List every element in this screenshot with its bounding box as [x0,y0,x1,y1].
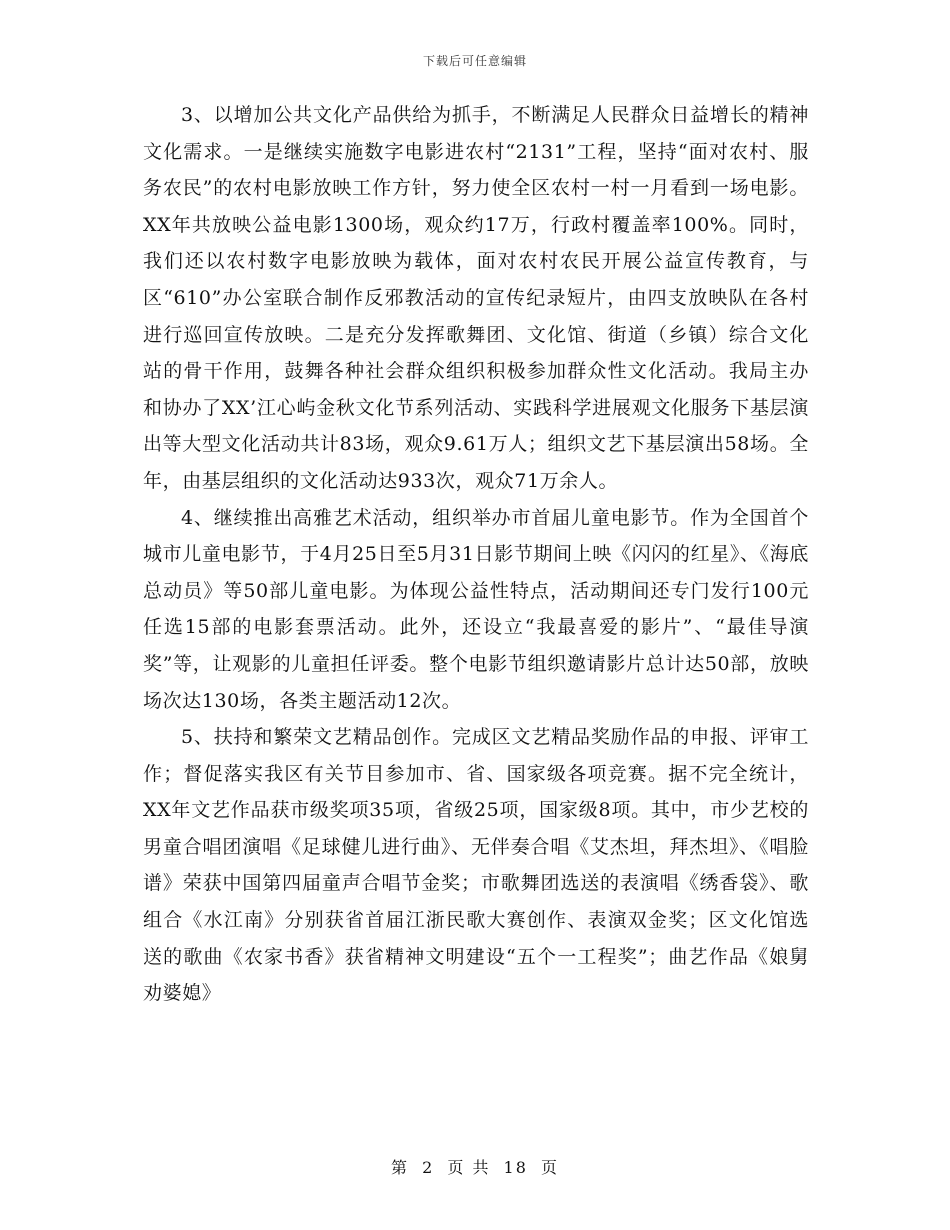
paragraph-4: 4、继续推出高雅艺术活动，组织举办市首届儿童电影节。作为全国首个城市儿童电影节，于4月25日至5月31日影节期间上映《闪闪的红星》、《海底总动员》等50部儿童电影。为体现公益性特点，活动期间还专门发行100元任选15部的电影套票活动。此外，还设立“我最喜爱的影片”、“最佳导演奖”等，让观影的儿童担任评委。整个电影节组织邀请影片总计达50部，放映场次达130场，各类主题活动12次。 [143,506,809,712]
page-header: 下载后可任意编辑 [422,54,527,68]
footer-current-page: 2 [422,1158,435,1177]
footer-middle: 页 共 [447,1158,491,1177]
document-body [143,97,809,1012]
footer-prefix: 第 [390,1158,409,1177]
footer-total-pages: 18 [503,1158,528,1177]
paragraph-5: 5、扶持和繁荣文艺精品创作。完成区文艺精品奖励作品的申报、评审工作；督促落实我区有关节目参加市、省、国家级各项竞赛。据不完全统计，XX年文艺作品获市级奖项35项，省级25项，国家级8项。其中，市少艺校的男童合唱团演唱《足球健儿进行曲》、无伴奏合唱《艾杰坦，拜杰坦》、《唱脸谱》荣获中国第四届童声合唱节金奖；市歌舞团选送的表演唱《绣香袋》、歌组合《水江南》分别获省首届江浙民歌大赛创作、表演双金奖；区文化馆选送的歌曲《农家书香》获省精神文明建设“五个一工程奖”；曲艺作品《娘舅劝婆媳》 [143,726,809,1005]
page-footer [0,1155,950,1178]
paragraph-3: 3、以增加公共文化产品供给为抓手，不断满足人民群众日益增长的精神文化需求。一是继续实施数字电影进农村“2131”工程，坚持“面对农村、服务农民”的农村电影放映工作方针，努力使全区农村一村一月看到一场电影。XX年共放映公益电影1300场，观众约17万，行政村覆盖率100%。同时，我们还以农村数字电影放映为载体，面对农村农民开展公益宣传教育，与区“610”办公室联合制作反邪教活动的宣传纪录短片，由四支放映队在各村进行巡回宣传放映。二是充分发挥歌舞团、文化馆、街道（乡镇）综合文化站的骨干作用，鼓舞各种社会群众组织积极参加群众性文化活动。我局主办和协办了XX’江心屿金秋文化节系列活动、实践科学进展观文化服务下基层演出等大型文化活动共计83场，观众9.61万人；组织文艺下基层演出58场。全年，由基层组织的文化活动达933次，观众71万余人。 [143,104,809,492]
footer-suffix: 页 [541,1158,560,1177]
